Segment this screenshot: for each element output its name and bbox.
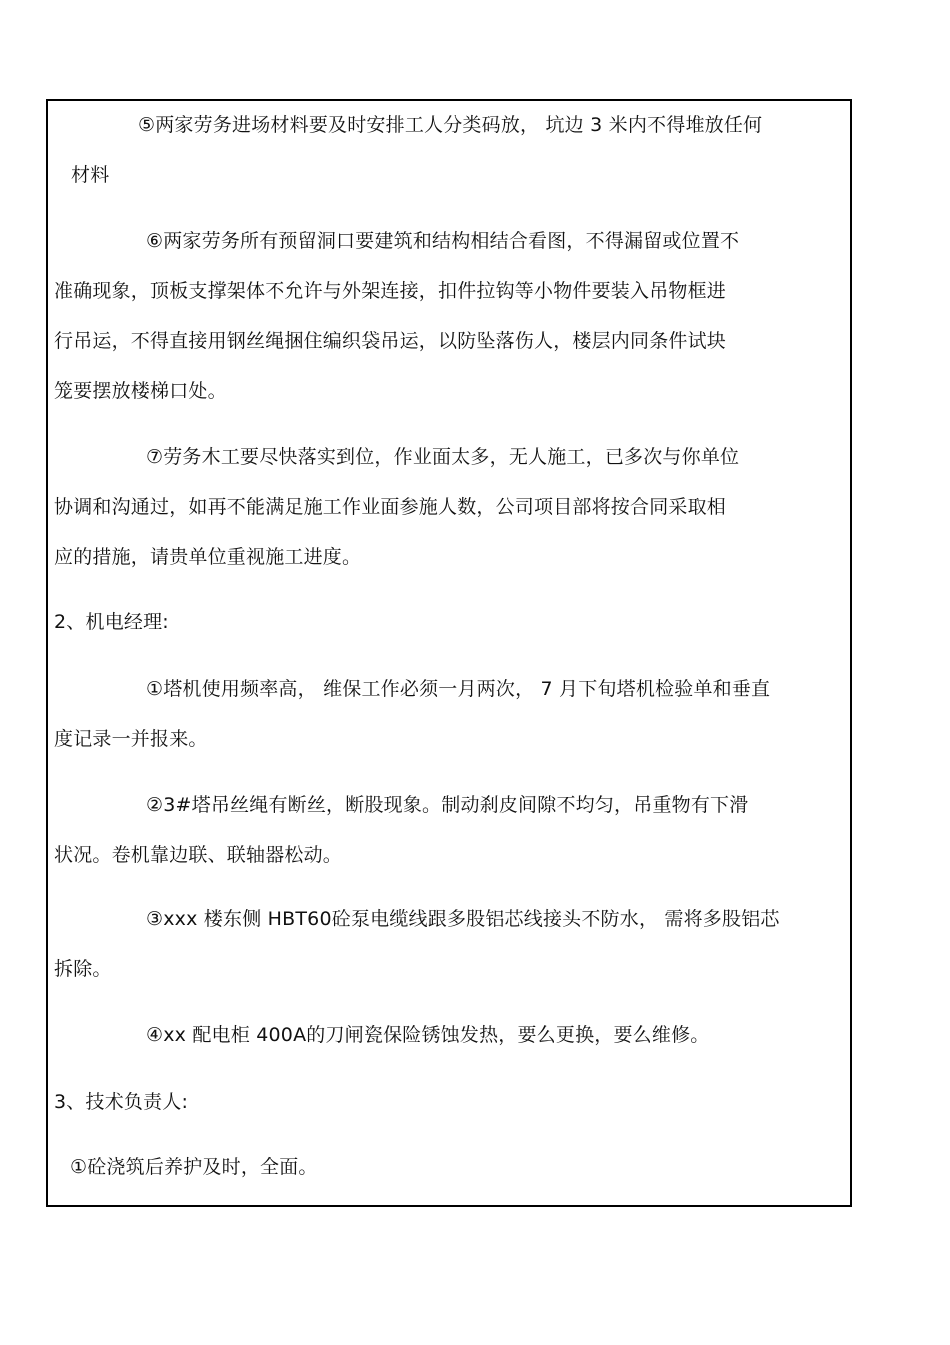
s2-item2-line1: ②3#塔吊丝绳有断丝，断股现象。制动刹皮间隙不均匀，吊重物有下滑 — [146, 794, 749, 816]
item6-line1: ⑥两家劳务所有预留洞口要建筑和结构相结合看图，不得漏留或位置不 — [146, 230, 740, 252]
s2-item3-line2: 拆除。 — [54, 958, 112, 980]
item7-line2: 协调和沟通过，如再不能满足施工作业面参施人数，公司项目部将按合同采取相 — [54, 496, 727, 518]
section2-heading: 2、机电经理: — [54, 611, 169, 633]
s3-item1-line1: ①砼浇筑后养护及时，全面。 — [70, 1156, 318, 1178]
s2-item2-line2: 状况。卷机靠边联、联轴器松动。 — [54, 844, 343, 866]
s2-item3-line1: ③xxx 楼东侧 HBT60砼泵电缆线跟多股铝芯线接头不防水， 需将多股铝芯 — [146, 908, 780, 930]
s2-item1-line2: 度记录一并报来。 — [54, 728, 208, 750]
item7-line1: ⑦劳务木工要尽快落实到位，作业面太多，无人施工，已多次与你单位 — [146, 446, 740, 468]
item7-line3: 应的措施，请贵单位重视施工进度。 — [54, 546, 362, 568]
section3-heading: 3、技术负责人: — [54, 1091, 189, 1113]
item5-line1: ⑤两家劳务进场材料要及时安排工人分类码放， 坑边 3 米内不得堆放任何 — [138, 114, 763, 136]
item6-line2: 准确现象，顶板支撑架体不允许与外架连接，扣件拉钩等小物件要装入吊物框进 — [54, 280, 727, 302]
item5-line2: 材料 — [71, 164, 110, 186]
item6-line4: 笼要摆放楼梯口处。 — [54, 380, 227, 402]
s2-item1-line1: ①塔机使用频率高， 维保工作必须一月两次， 7 月下旬塔机检验单和垂直 — [146, 678, 771, 700]
s2-item4-line1: ④xx 配电柜 400A的刀闸瓷保险锈蚀发热，要么更换，要么维修。 — [146, 1024, 710, 1046]
item6-line3: 行吊运，不得直接用钢丝绳捆住编织袋吊运，以防坠落伤人，楼层内同条件试块 — [54, 330, 727, 352]
